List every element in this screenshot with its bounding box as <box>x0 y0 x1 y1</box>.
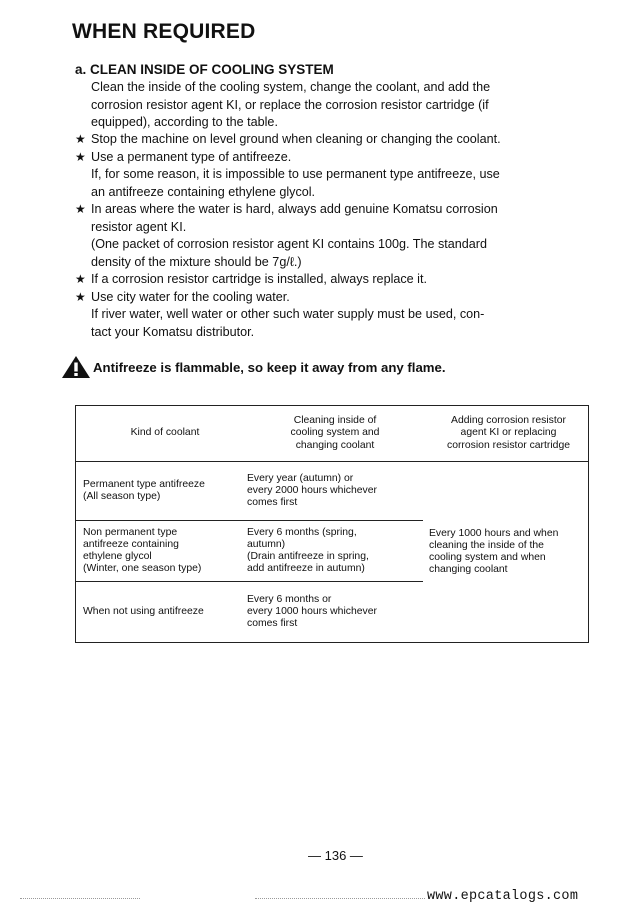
column-header-kind <box>76 406 248 462</box>
cell-line: (All season type) <box>83 491 161 502</box>
bullet-item <box>75 271 589 289</box>
cell-line: (Winter, one season type) <box>83 563 202 575</box>
kind-cell <box>76 521 248 582</box>
bullet-line: Stop the machine on level ground when cleaning or changing the coolant. <box>91 132 501 146</box>
bullet-item <box>75 289 589 342</box>
column-header-adding <box>423 406 589 462</box>
header-line: Cleaning inside of <box>293 415 377 427</box>
cell-line: Every 6 months (spring, <box>247 526 357 538</box>
bullet-item <box>75 149 589 202</box>
bullet-line: If, for some reason, it is impossible to use permanent type antifreeze, use <box>91 167 500 181</box>
bullet-line: tact your Komatsu distributor. <box>91 324 255 339</box>
bullet-line: In areas where the water is hard, always add genuine Komatsu corrosion <box>91 202 498 216</box>
page-number: — 136 — <box>308 848 363 863</box>
cell-line: (Drain antifreeze in spring, <box>247 551 369 562</box>
table-row <box>76 462 589 521</box>
footer-divider <box>20 898 140 899</box>
section-heading: a. CLEAN INSIDE OF COOLING SYSTEM <box>75 62 334 77</box>
star-bullet-icon: ★ <box>75 289 86 304</box>
cell-line: Every year (autumn) or <box>247 472 354 484</box>
adding-cell <box>423 462 589 643</box>
intro-paragraph <box>75 79 589 132</box>
warning-triangle-icon <box>61 355 91 379</box>
bullet-line: Use city water for the cooling water. <box>91 289 290 304</box>
footer-watermark-url: www.epcatalogs.com <box>427 889 579 904</box>
table-header-row <box>76 406 589 462</box>
cell-line: cooling system and when <box>429 552 546 563</box>
header-line: changing coolant <box>295 439 375 451</box>
bullet-line: If a corrosion resistor cartridge is installed, always replace it. <box>91 272 427 286</box>
header-line: Adding corrosion resistor <box>451 415 566 427</box>
cell-line: Non permanent type <box>83 526 178 538</box>
cell-line: comes first <box>247 618 298 630</box>
cell-line: comes first <box>247 497 298 509</box>
header-line: cooling system and <box>290 427 380 439</box>
header-line: agent KI or replacing <box>460 427 557 439</box>
footer-divider <box>255 898 425 899</box>
star-bullet-icon: ★ <box>75 202 86 216</box>
bullet-item <box>75 201 589 271</box>
page-title: WHEN REQUIRED <box>72 20 256 43</box>
cell-line: Every 6 months or <box>247 593 332 605</box>
cell-line: Permanent type antifreeze <box>83 478 205 490</box>
cell-line: every 2000 hours whichever <box>247 484 377 496</box>
bullet-line: (One packet of corrosion resistor agent KI contains 100g. The standard <box>91 237 487 251</box>
bullet-line: If river water, well water or other such water supply must be used, con- <box>91 307 485 321</box>
intro-line: corrosion resistor agent KI, or replace the corrosion resistor cartridge (if <box>91 97 489 112</box>
header-line: corrosion resistor cartridge <box>447 439 570 451</box>
kind-cell <box>76 462 248 521</box>
bullet-line: resistor agent KI. <box>91 219 187 234</box>
bullet-line: Use a permanent type of antifreeze. <box>91 149 292 164</box>
cell-line: antifreeze containing <box>83 538 179 550</box>
warning-text: Antifreeze is flammable, so keep it away from any flame. <box>93 359 446 375</box>
bullet-item <box>75 131 589 149</box>
cell-line: changing coolant <box>429 564 508 576</box>
bullet-line: an antifreeze containing ethylene glycol. <box>91 184 316 199</box>
cleaning-cell <box>247 582 423 643</box>
column-header-cleaning <box>247 406 423 462</box>
header-line: Kind of coolant <box>130 427 200 439</box>
star-bullet-icon: ★ <box>75 132 86 146</box>
cell-line: Every 1000 hours and when <box>429 527 559 539</box>
cleaning-cell <box>247 521 423 582</box>
star-bullet-icon: ★ <box>75 149 86 164</box>
bullet-line: density of the mixture should be 7g/ℓ.) <box>91 254 302 269</box>
cell-line: every 1000 hours whichever <box>247 605 377 617</box>
bullet-list <box>75 131 589 341</box>
coolant-maintenance-table <box>75 405 589 643</box>
cell-line: When not using antifreeze <box>83 605 204 617</box>
flammable-warning <box>61 355 446 379</box>
intro-line: Clean the inside of the cooling system, change the coolant, and add the <box>91 80 491 94</box>
star-bullet-icon: ★ <box>75 272 86 286</box>
intro-line: equipped), according to the table. <box>91 115 278 129</box>
cell-line: autumn) <box>247 538 286 550</box>
cell-line: add antifreeze in autumn) <box>247 563 365 575</box>
cell-line: ethylene glycol <box>83 551 152 562</box>
cell-line: cleaning the inside of the <box>429 539 544 551</box>
cleaning-cell <box>247 462 423 521</box>
kind-cell <box>76 582 248 643</box>
